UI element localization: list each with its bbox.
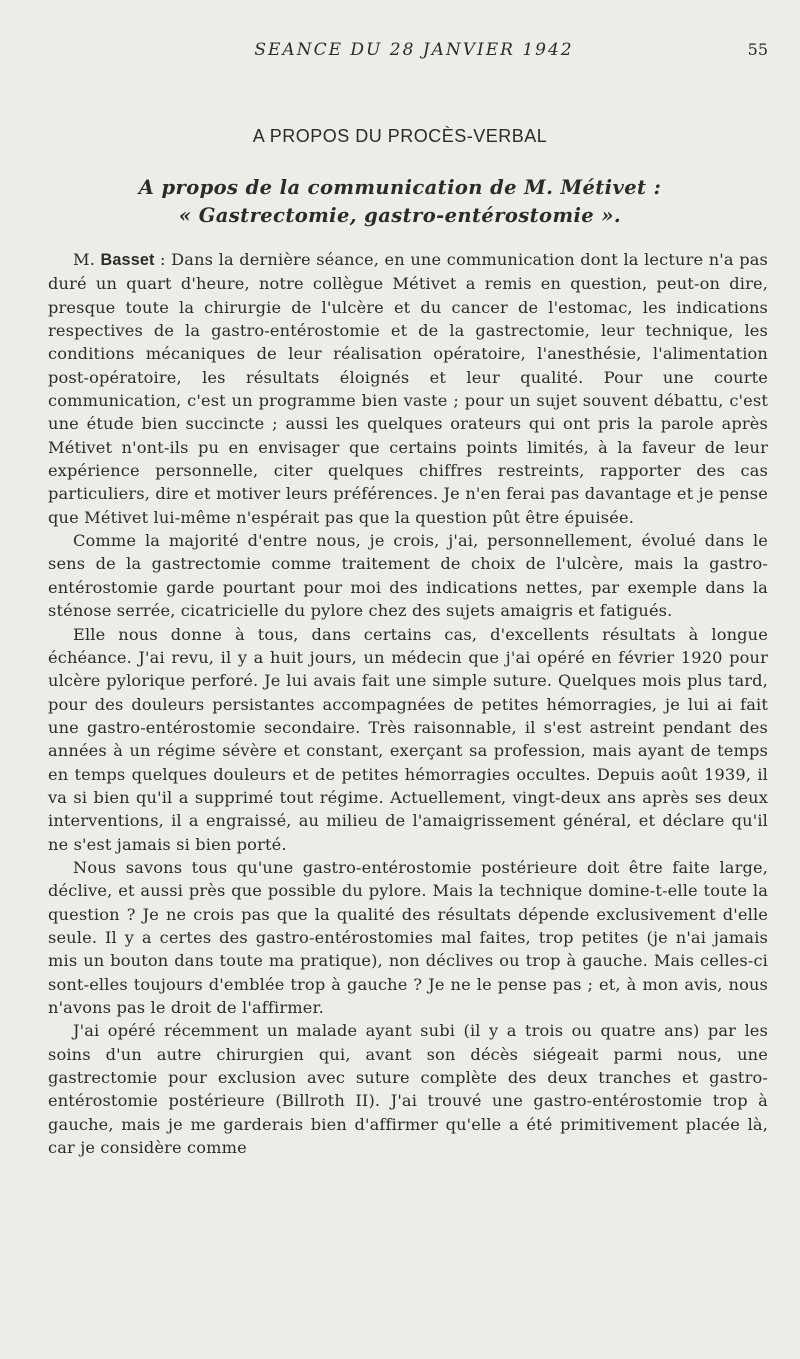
body-text: [48, 248, 768, 1159]
paragraph-5: J'ai opéré récemment un malade ayant subi (il y a trois ou quatre ans) par les soins d'un autre chirurgien qui, avant son décès siégeait parmi nous, une gastrectomie pour exclusion avec suture complète des deux tranches et gastro-entérostomie postérieure (Billroth II). J'ai trouvé une gastro-entérostomie trop à gauche, mais je me garderais bien d'affirmer qu'elle a été primitivement placée là, car je considère comme: [48, 1021, 768, 1158]
paragraph-4: Nous savons tous qu'une gastro-entérostomie postérieure doit être faite large, déclive, et aussi près que possible du pylore. Mais la technique domine-t-elle toute la question ? Je ne crois pas que la qualité des résultats dépende exclusivement d'elle seule. Il y a certes des gastro-entérostomies mal faites, trop petites (je n'ai jamais mis un bouton dans toute ma pratique), non déclives ou trop à gauche. Mais celles-ci sont-elles toujours d'emblée trop à gauche ? Je ne le pense pas ; et, à mon avis, nous n'avons pas le droit de l'affirmer.: [48, 857, 768, 1017]
running-header: [48, 40, 768, 64]
paragraph-2: Comme la majorité d'entre nous, je crois, j'ai, personnellement, évolué dans le sens de la gastrectomie comme traitement de choix de l'ulcère, mais la gastro-entérostomie garde pourtant pour moi des indications nettes, par exemple dans la sténose serrée, cicatricielle du pylore chez des sujets amaigris et fatigués.: [48, 531, 768, 621]
subtitle-line-2: « Gastrectomie, gastro-entérostomie ».: [178, 204, 622, 227]
paragraph-3: Elle nous donne à tous, dans certains cas, d'excellents résultats à longue échéance. J'ai revu, il y a huit jours, un médecin que j'ai opéré en février 1920 pour ulcère pylorique perforé. Je lui avais fait une simple suture. Quelques mois plus tard, pour des douleurs persistantes accompagnées de petites hémorragies, je lui ai fait une gastro-entérostomie secondaire. Très raisonnable, il s'est astreint pendant des années à un régime sévère et constant, exerçant sa profession, mais ayant de temps en temps quelques douleurs et de petites hémorragies occultes. Depuis août 1939, il va si bien qu'il a supprimé tout régime. Actuellement, vingt-deux ans après ses deux interventions, il a engraissé, au milieu de l'amaigrissement général, et déclare qu'il ne s'est jamais si bien porté.: [48, 624, 768, 854]
paragraph-text: : Dans la dernière séance, en une communication dont la lecture n'a pas duré un quart d'heure, notre collègue Métivet a remis en question, peut-on dire, presque toute la chirurgie de l'ulcère et du cancer de l'estomac, les indications respectives de la gastro-entérostomie et de la gastrectomie, leur technique, les conditions mécaniques de leur réalisation opératoire, l'anesthésie, l'alimentation post-opératoire, les résultats éloignés et leur qualité. Pour une courte communication, c'est un programme bien vaste ; pour un sujet souvent débattu, c'est une étude bien succincte ; aussi les quelques orateurs qui ont pris la parole après Métivet n'ont-ils pu en envisager que certains points limités, à la faveur de leur expérience personnelle, citer quelques chiffres restreints, rapporter des cas particuliers, dire et motiver leurs préférences. Je n'en ferai pas davantage et je pense que Métivet lui-même n'espérait pas que la question pût être épuisée.: [48, 250, 768, 527]
section-title: A PROPOS DU PROCÈS-VERBAL: [252, 126, 548, 146]
speaker-prefix: M.: [73, 250, 101, 269]
speaker-name: Basset: [100, 251, 155, 269]
subtitle-line-1: A propos de la communication de M. Métivet :: [138, 176, 662, 199]
page-number: 55: [747, 40, 768, 59]
paragraph-1: [48, 248, 768, 529]
running-title: SEANCE DU 28 JANVIER 1942: [254, 40, 574, 60]
